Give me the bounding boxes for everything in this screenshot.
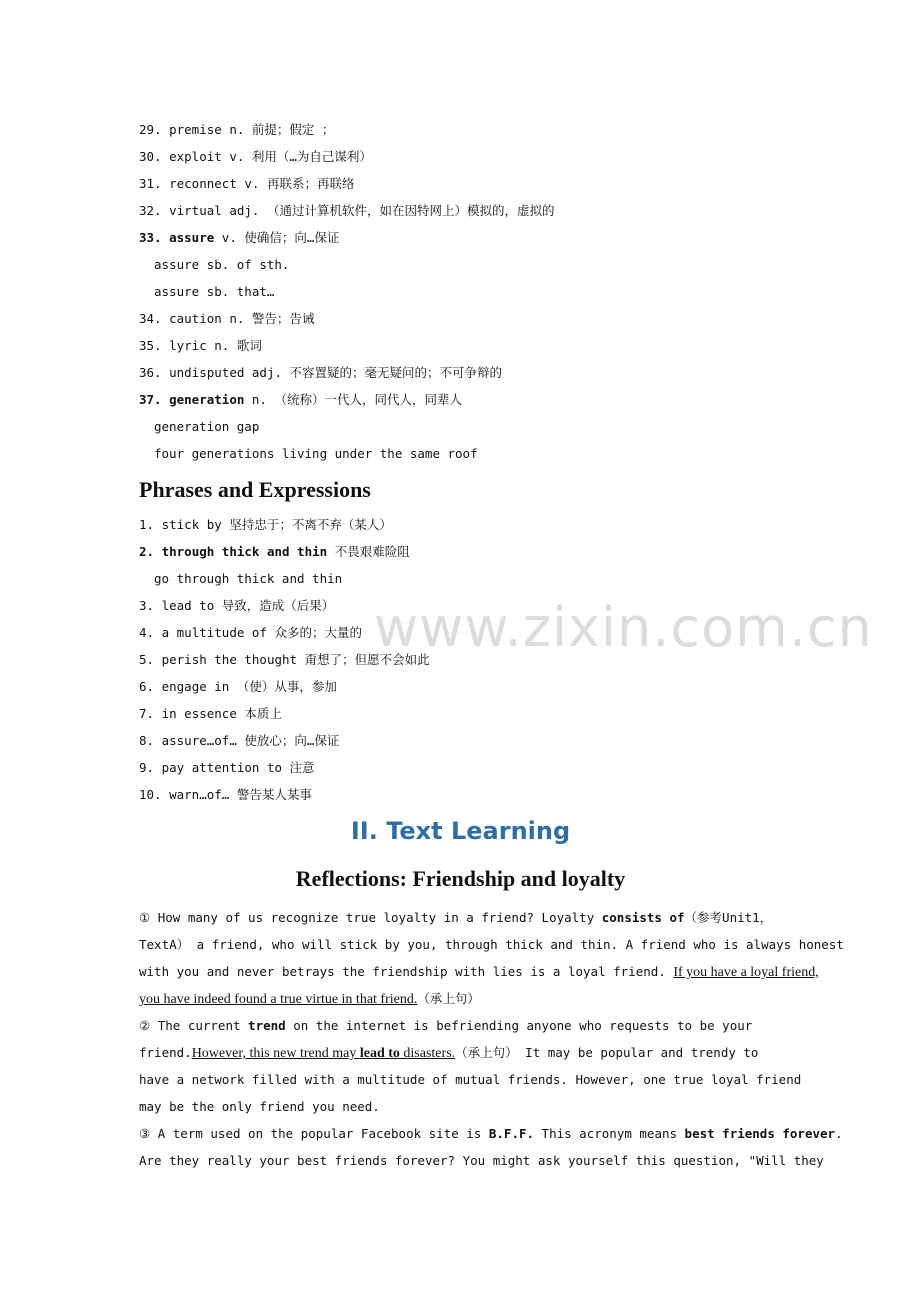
phrase-entry	[139, 754, 839, 781]
vocab-entry	[139, 332, 839, 359]
document-page	[139, 116, 844, 1174]
phrase-meaning: 不畏艰难险阻	[327, 544, 410, 559]
vocab-subentry: assure sb. that…	[154, 284, 275, 299]
vocab-definition: n. 警告；告诫	[221, 311, 315, 326]
passage-line	[139, 1012, 839, 1039]
vocab-definition: n. （统称）一代人，同代人，同辈人	[244, 392, 462, 407]
phrase-entry	[139, 700, 839, 727]
vocab-word: reconnect	[169, 176, 237, 191]
phrase-meaning: 使放心；向…保证	[236, 733, 340, 748]
phrase-number: 7.	[139, 706, 155, 721]
passage-line	[139, 1066, 839, 1093]
phrase-text: in essence	[161, 706, 237, 721]
phrase-number: 2.	[139, 544, 155, 559]
passage-text: Are they really your best friends forever? You might ask yourself this question, "Will they	[139, 1153, 824, 1168]
vocab-entry	[139, 170, 839, 197]
phrase-text: a multitude of	[161, 625, 267, 640]
phrase-number: 5.	[139, 652, 155, 667]
phrase-entry	[139, 727, 839, 754]
phrase-number: 1.	[139, 517, 155, 532]
vocab-number: 33.	[139, 230, 162, 245]
passage	[139, 904, 844, 1174]
vocab-definition: adj. 不容置疑的；毫无疑问的；不可争辩的	[244, 365, 503, 380]
phrase-entry	[139, 592, 839, 619]
phrase-text: stick by	[161, 517, 222, 532]
passage-text: ① How many of us recognize true loyalty in a friend? Loyalty	[139, 910, 602, 925]
vocab-word: virtual	[169, 203, 222, 218]
vocab-word: premise	[169, 122, 222, 137]
vocab-word: undisputed	[169, 365, 245, 380]
passage-underlined: disasters.	[399, 1046, 456, 1061]
phrase-text: through thick and thin	[161, 544, 328, 559]
vocab-definition: v. 再联系；再联络	[236, 176, 355, 191]
vocab-number: 29.	[139, 122, 162, 137]
section-heading: II. Text Learning	[350, 817, 571, 845]
phrase-text: lead to	[161, 598, 215, 613]
passage-bold: trend	[248, 1018, 286, 1033]
passage-line	[139, 904, 839, 931]
passage-text: TextA） a friend, who will stick by you, through thick and thin. A friend who is always honest	[139, 937, 844, 952]
vocab-number: 36.	[139, 365, 162, 380]
passage-text: with you and never betrays the friendship with lies is a loyal friend.	[139, 964, 674, 979]
vocab-number: 30.	[139, 149, 162, 164]
phrase-entry	[139, 781, 839, 808]
passage-line	[139, 1147, 839, 1174]
passage-line	[139, 1093, 839, 1120]
phrase-meaning: 导致，造成（后果）	[214, 598, 335, 613]
vocab-definition: adj. （通过计算机软件，如在因特网上）模拟的，虚拟的	[221, 203, 555, 218]
vocab-subentry: assure sb. of sth.	[154, 257, 290, 272]
phrase-entry	[139, 511, 839, 538]
passage-line	[139, 958, 839, 985]
vocab-number: 32.	[139, 203, 162, 218]
passage-text: （承上句）	[417, 991, 480, 1006]
phrase-text: pay attention to	[161, 760, 283, 775]
vocab-number: 31.	[139, 176, 162, 191]
phrase-text: assure…of…	[161, 733, 237, 748]
vocab-entry	[139, 116, 839, 143]
passage-line	[139, 1039, 839, 1066]
phrase-number: 9.	[139, 760, 155, 775]
phrase-meaning: 警告某人某事	[229, 787, 312, 802]
vocab-entry	[139, 386, 839, 413]
vocab-definition: v. 使确信；向…保证	[214, 230, 340, 245]
passage-bold: best friends forever	[684, 1126, 836, 1141]
phrase-meaning: （使）从事，参加	[229, 679, 337, 694]
phrase-meaning: 众多的；大量的	[266, 625, 362, 640]
vocab-entry	[139, 359, 839, 386]
vocab-entry	[139, 224, 839, 251]
vocab-subentry: generation gap	[154, 419, 260, 434]
passage-underlined: you have indeed found a true virtue in that friend.	[139, 992, 418, 1007]
phrases-heading: Phrases and Expressions	[139, 477, 371, 502]
passage-text: （参考Unit1，	[684, 910, 773, 925]
vocab-word: lyric	[169, 338, 207, 353]
passage-line	[139, 1120, 843, 1147]
vocab-entry	[139, 143, 839, 170]
phrase-number: 10.	[139, 787, 162, 802]
passage-bold: B.F.F.	[488, 1126, 535, 1141]
vocab-definition: v. 利用（…为自己谋利）	[221, 149, 372, 164]
vocab-entry	[139, 197, 839, 224]
vocab-number: 37.	[139, 392, 162, 407]
passage-underlined-bold: lead to	[359, 1046, 400, 1061]
phrase-entry	[139, 619, 839, 646]
phrase-number: 6.	[139, 679, 155, 694]
phrase-number: 8.	[139, 733, 155, 748]
phrase-subentry: go through thick and thin	[154, 571, 343, 586]
phrase-entry	[139, 673, 839, 700]
phrase-meaning: 本质上	[236, 706, 282, 721]
passage-underlined: If you have a loyal friend,	[673, 965, 819, 980]
vocab-number: 34.	[139, 311, 162, 326]
phrase-meaning: 甭想了；但愿不会如此	[297, 652, 430, 667]
vocab-definition: n. 前提；假定 ；	[221, 122, 335, 137]
passage-text: This acronym means	[534, 1126, 685, 1141]
passage-line	[139, 985, 839, 1012]
vocab-entry	[139, 305, 839, 332]
passage-bold: consists of	[601, 910, 685, 925]
vocab-word: assure	[169, 230, 215, 245]
phrase-text: warn…of…	[169, 787, 230, 802]
passage-text: .	[835, 1126, 843, 1141]
passage-text: may be the only friend you need.	[139, 1099, 380, 1114]
phrase-entry	[139, 646, 839, 673]
passage-text: ② The current	[139, 1018, 249, 1033]
vocab-subentry: four generations living under the same roof	[154, 446, 478, 461]
passage-text: on the internet is befriending anyone who requests to be your	[285, 1018, 753, 1033]
passage-text: ③ A term used on the popular Facebook site is	[139, 1126, 489, 1141]
passage-text: friend.	[139, 1045, 192, 1060]
passage-underlined: However, this new trend may	[191, 1046, 360, 1061]
phrases-list	[139, 511, 839, 808]
phrase-entry	[139, 538, 839, 565]
passage-line	[139, 931, 844, 958]
phrase-number: 3.	[139, 598, 155, 613]
vocab-definition: n. 歌词	[206, 338, 262, 353]
phrase-meaning: 坚持忠于；不离不弃（某人）	[221, 517, 392, 532]
vocabulary-list	[139, 116, 839, 467]
phrase-text: perish the thought	[161, 652, 298, 667]
watermark: www.zixin.com.cn	[374, 596, 873, 659]
phrase-number: 4.	[139, 625, 155, 640]
vocab-word: caution	[169, 311, 222, 326]
phrase-text: engage in	[161, 679, 230, 694]
passage-text: have a network filled with a multitude of mutual friends. However, one true loyal friend	[139, 1072, 802, 1087]
phrase-meaning: 注意	[282, 760, 315, 775]
vocab-word: exploit	[169, 149, 222, 164]
passage-text: （承上句） It may be popular and trendy to	[455, 1045, 759, 1060]
vocab-word: generation	[169, 392, 245, 407]
vocab-number: 35.	[139, 338, 162, 353]
text-title: Reflections: Friendship and loyalty	[295, 866, 626, 891]
